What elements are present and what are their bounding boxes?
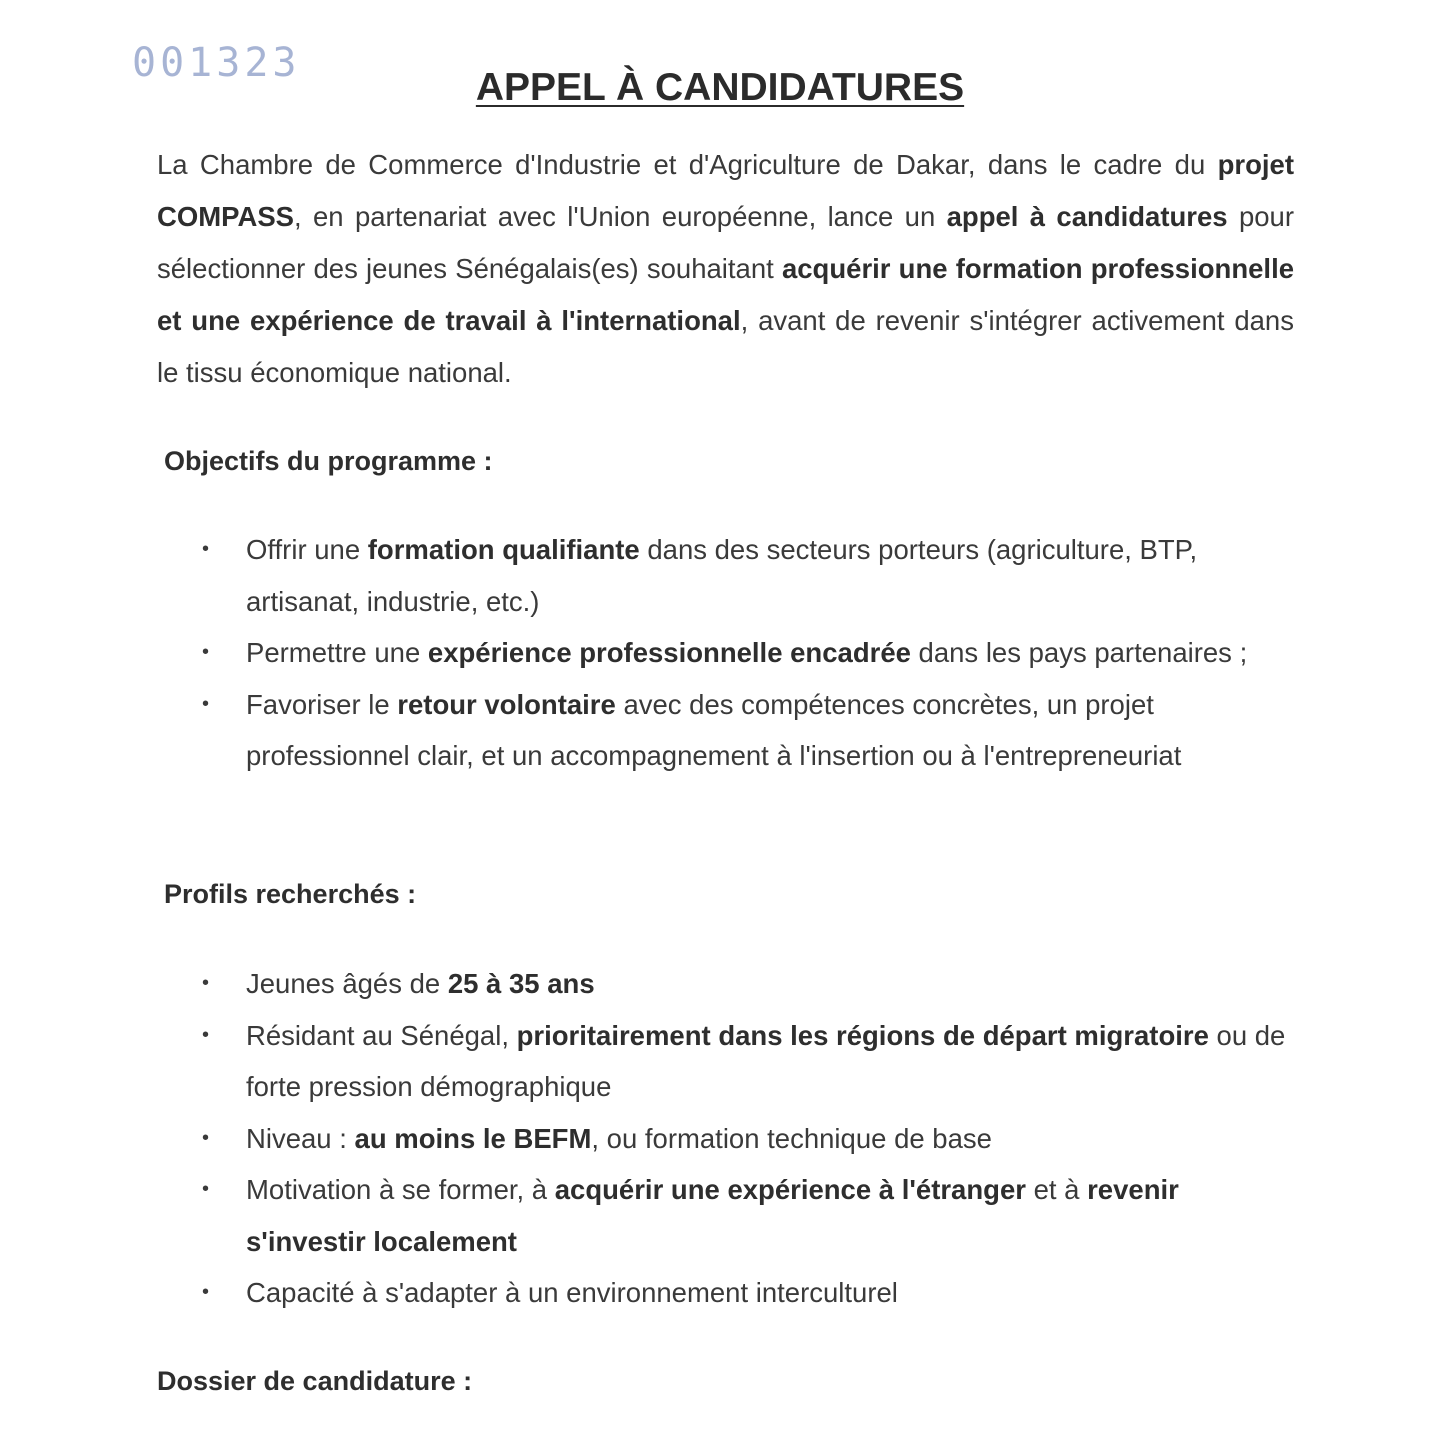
intro-text-3: pour sélectionner des jeunes Sénégalais(es) souhaitant [157,201,1294,284]
bullet-icon: • [202,1126,210,1149]
intro-text-2: , en partenariat avec l'Union européenne, lance un [294,201,947,232]
item-bold: revenir s'investir localement [246,1174,1179,1257]
intro-text-1: La Chambre de Commerce d'Industrie et d'Agriculture de Dakar, dans le cadre du [157,149,1218,180]
item-bold: 25 à 35 ans [447,968,595,999]
intro-text-4: , avant de revenir s'intégrer activement dans le tissu économique national. [157,305,1294,388]
item-text: Résidant au Sénégal, [246,1019,517,1051]
objectifs-list [202,524,1306,782]
intro-bold-2: appel à candidatures [946,201,1228,232]
item-bold: retour volontaire [397,688,616,720]
item-text: avec des compétences concrètes, un projet professionnel clair, et un accompagnement à l'insertion ou à l'entrepreneuriat [246,688,1182,771]
bullet-icon: • [202,1281,210,1303]
list-item [202,524,1306,627]
item-bold: au moins le BEFM [354,1122,592,1154]
objectifs-heading: Objectifs du programme : [164,446,493,476]
list-item [202,679,1306,782]
list-item [202,1113,1286,1165]
item-bold: expérience professionnelle encadrée [427,637,911,668]
item-text: Capacité à s'adapter à un environnement interculturel [246,1277,898,1308]
intro-paragraph [157,139,1294,399]
item-text: dans les pays partenaires ; [910,637,1248,668]
item-bold: prioritairement dans les régions de départ migratoire [516,1019,1209,1051]
item-bold: acquérir une expérience à l'étranger [554,1174,1026,1205]
item-text: , ou formation technique de base [591,1122,992,1154]
item-text: et à [1025,1174,1088,1205]
item-text: dans des secteurs porteurs (agriculture, BTP, artisanat, industrie, etc.) [246,534,1198,617]
list-item [202,627,1306,679]
item-bold: formation qualifiante [367,534,640,565]
bullet-icon: • [202,538,210,560]
page-title-text: APPEL À CANDIDATURES [475,66,965,109]
bullet-icon: • [202,1178,210,1200]
reference-stamp: 001323 [132,40,301,86]
item-text: Permettre une [246,637,428,668]
dossier-heading: Dossier de candidature : [157,1366,473,1396]
item-text: Offrir une [246,534,368,565]
item-text: Niveau : [246,1122,355,1154]
list-item [202,1164,1286,1267]
page-title [0,66,1440,110]
profils-heading: Profils recherchés : [164,879,417,909]
list-item [202,1010,1286,1113]
list-item [202,958,1286,1010]
list-item [202,1267,1286,1319]
profils-list [202,958,1286,1319]
bullet-icon: • [202,692,210,715]
intro-bold-1: projet COMPASS [157,149,1294,232]
bullet-icon: • [202,1023,210,1046]
intro-bold-3: acquérir une formation professionnelle et une expérience de travail à l'international [157,253,1295,336]
item-text: Motivation à se former, à [246,1174,555,1205]
item-text: ou de forte pression démographique [246,1019,1286,1102]
bullet-icon: • [202,641,210,663]
item-text: Jeunes âgés de [246,968,448,999]
item-text: Favoriser le [246,688,398,720]
bullet-icon: • [202,972,210,994]
